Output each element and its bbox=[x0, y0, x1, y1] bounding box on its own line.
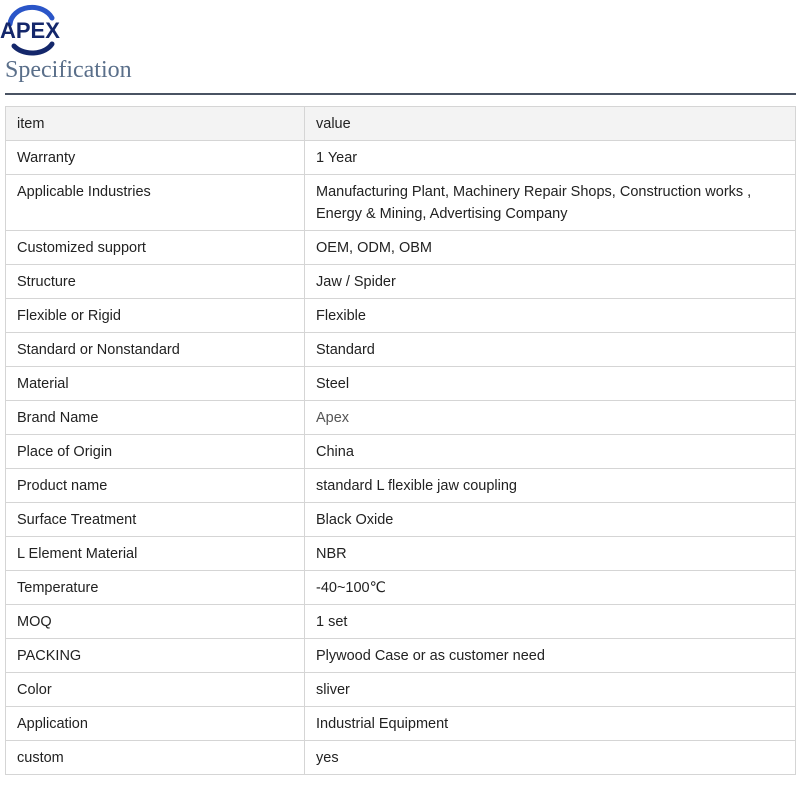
table-row bbox=[6, 401, 796, 435]
table-row bbox=[6, 435, 796, 469]
row-value: Standard bbox=[305, 333, 796, 367]
row-item: custom bbox=[6, 741, 305, 775]
row-item: Application bbox=[6, 707, 305, 741]
row-item: Brand Name bbox=[6, 401, 305, 435]
row-item: Product name bbox=[6, 469, 305, 503]
table-row bbox=[6, 469, 796, 503]
table-row bbox=[6, 503, 796, 537]
table-header-row bbox=[6, 107, 796, 141]
table-row bbox=[6, 265, 796, 299]
table-row bbox=[6, 299, 796, 333]
row-item: Material bbox=[6, 367, 305, 401]
row-value: Industrial Equipment bbox=[305, 707, 796, 741]
row-value: China bbox=[305, 435, 796, 469]
row-item: Warranty bbox=[6, 141, 305, 175]
row-value: Steel bbox=[305, 367, 796, 401]
row-item: Structure bbox=[6, 265, 305, 299]
row-item: MOQ bbox=[6, 605, 305, 639]
row-value: -40~100℃ bbox=[305, 571, 796, 605]
row-value: 1 set bbox=[305, 605, 796, 639]
row-item: Color bbox=[6, 673, 305, 707]
row-value: OEM, ODM, OBM bbox=[305, 231, 796, 265]
row-value: NBR bbox=[305, 537, 796, 571]
table-row bbox=[6, 367, 796, 401]
specification-table bbox=[5, 106, 796, 775]
table-row bbox=[6, 639, 796, 673]
row-value: Manufacturing Plant, Machinery Repair Shops, Construction works , Energy & Mining, Advertising Company bbox=[305, 175, 796, 231]
row-value: 1 Year bbox=[305, 141, 796, 175]
table-row bbox=[6, 673, 796, 707]
row-value: standard L flexible jaw coupling bbox=[305, 469, 796, 503]
row-value: Flexible bbox=[305, 299, 796, 333]
apex-logo bbox=[0, 4, 70, 56]
table-row bbox=[6, 537, 796, 571]
row-value: yes bbox=[305, 741, 796, 775]
row-item: Temperature bbox=[6, 571, 305, 605]
page-title: Specification bbox=[5, 57, 132, 83]
table-row bbox=[6, 141, 796, 175]
row-item: L Element Material bbox=[6, 537, 305, 571]
row-item: Flexible or Rigid bbox=[6, 299, 305, 333]
row-value: Apex bbox=[305, 401, 796, 435]
row-item: Surface Treatment bbox=[6, 503, 305, 537]
table-row bbox=[6, 333, 796, 367]
row-item: PACKING bbox=[6, 639, 305, 673]
table-row bbox=[6, 707, 796, 741]
table-row bbox=[6, 571, 796, 605]
row-item: Applicable Industries bbox=[6, 175, 305, 231]
table-row bbox=[6, 605, 796, 639]
table-row bbox=[6, 741, 796, 775]
row-item: Standard or Nonstandard bbox=[6, 333, 305, 367]
row-value: Jaw / Spider bbox=[305, 265, 796, 299]
row-value: Black Oxide bbox=[305, 503, 796, 537]
header-item: item bbox=[6, 107, 305, 141]
table-row bbox=[6, 231, 796, 265]
table-row bbox=[6, 175, 796, 231]
title-divider bbox=[5, 93, 796, 95]
header-value: value bbox=[305, 107, 796, 141]
row-value: sliver bbox=[305, 673, 796, 707]
row-item: Place of Origin bbox=[6, 435, 305, 469]
row-value: Plywood Case or as customer need bbox=[305, 639, 796, 673]
row-item: Customized support bbox=[6, 231, 305, 265]
logo-text: APEX bbox=[0, 18, 60, 43]
